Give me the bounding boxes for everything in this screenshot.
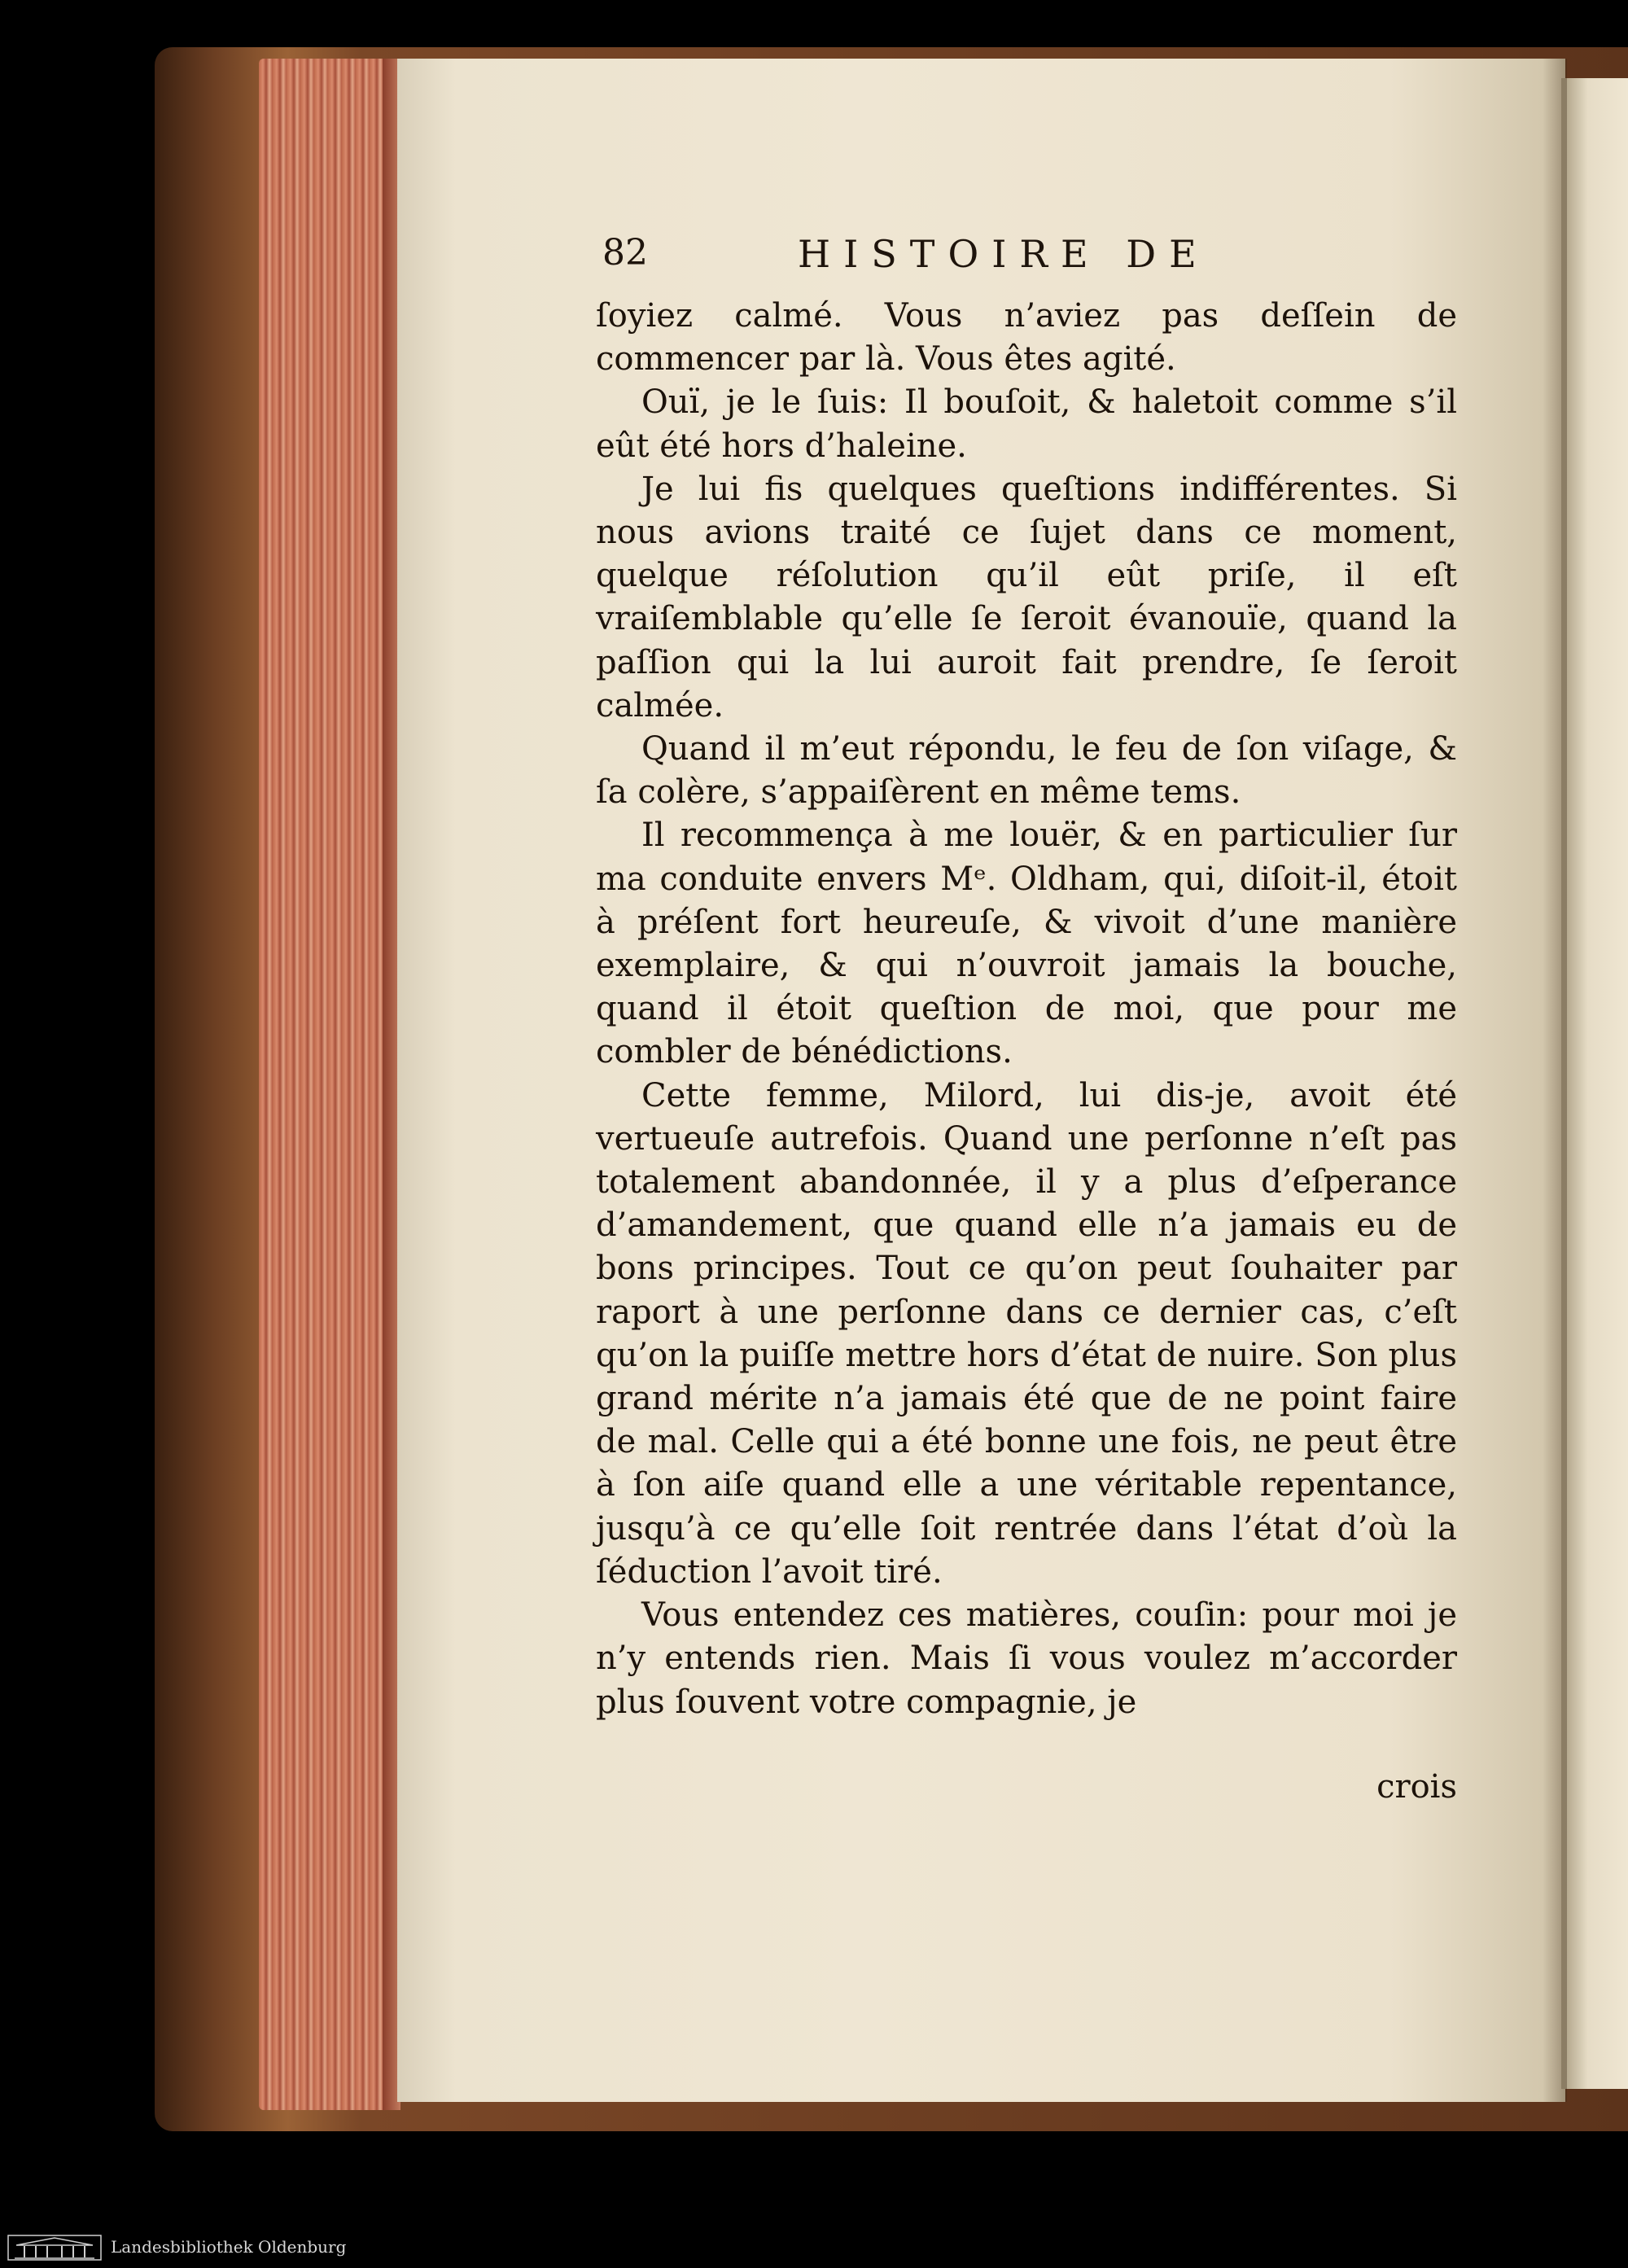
body-text (596, 295, 1457, 1724)
catchword: crois (1376, 1768, 1457, 1806)
paragraph: Quand il m’eut répondu, le feu de ſon viſage, & ſa colère, s’appaiſèrent en même tems. (596, 730, 1457, 812)
gutter-shadow (1543, 59, 1567, 2102)
paragraph: Il recommença à me louër, & en particulier ſur ma conduite envers Mᵉ. Oldham, qui, diſoit-il, étoit à préſent fort heureuſe, & vivoit d’une manière exemplaire, & qui n’ouvroit jamais la bouche, quand il étoit queſtion de moi, que pour me combler de bénédictions. (596, 817, 1457, 1071)
paragraph: Ouï, je le ſuis: Il bouſoit, & haletoit comme s’il eût été hors d’haleine. (596, 383, 1457, 465)
page-edges (259, 59, 397, 2110)
library-name: Landesbibliothek Oldenburg (111, 2237, 347, 2257)
facing-page (1561, 78, 1628, 2089)
paragraph: Cette femme, Milord, lui dis-je, avoit été vertueuſe autrefois. Quand une perſonne n’eſt pas totalement abandonnée, il y a plus d’eſperance d’amandement, que quand elle n’a jamais eu de bons principes. Tout ce qu’on peut ſouhaiter par raport à une perſonne dans ce dernier cas, c’eſt qu’on la puiſſe mettre hors d’état de nuire. Son plus grand mérite n’a jamais été que de ne point faire de mal. Celle qui a été bonne une fois, ne peut être à ſon aiſe quand elle a une véritable repentance, jusqu’à ce qu’elle ſoit rentrée dans l’état d’où la ſéduction l’avoit tiré. (596, 1076, 1457, 1591)
page-header (602, 232, 1465, 289)
page-number: 82 (602, 232, 648, 274)
library-building-icon (7, 2234, 103, 2261)
paragraph: Vous entendez ces matières, couſin: pour moi je n’y entends rien. Mais ſi vous voulez m’accorder plus ſouvent votre compagnie, je (596, 1596, 1457, 1721)
running-head: HISTOIRE DE (798, 232, 1210, 276)
paragraph: ſoyiez calmé. Vous n’aviez pas deſſein de commencer par là. Vous êtes agité. (596, 297, 1457, 379)
paragraph: Je lui fis quelques queſtions indifférentes. Si nous avions traité ce ſujet dans ce moment, quelque réſolution qu’il eût priſe, il eſt vraiſemblable qu’elle ſe ſeroit évanouïe, quand la paſſion qui la lui auroit fait prendre, ſe ſeroit calmée. (596, 470, 1457, 725)
